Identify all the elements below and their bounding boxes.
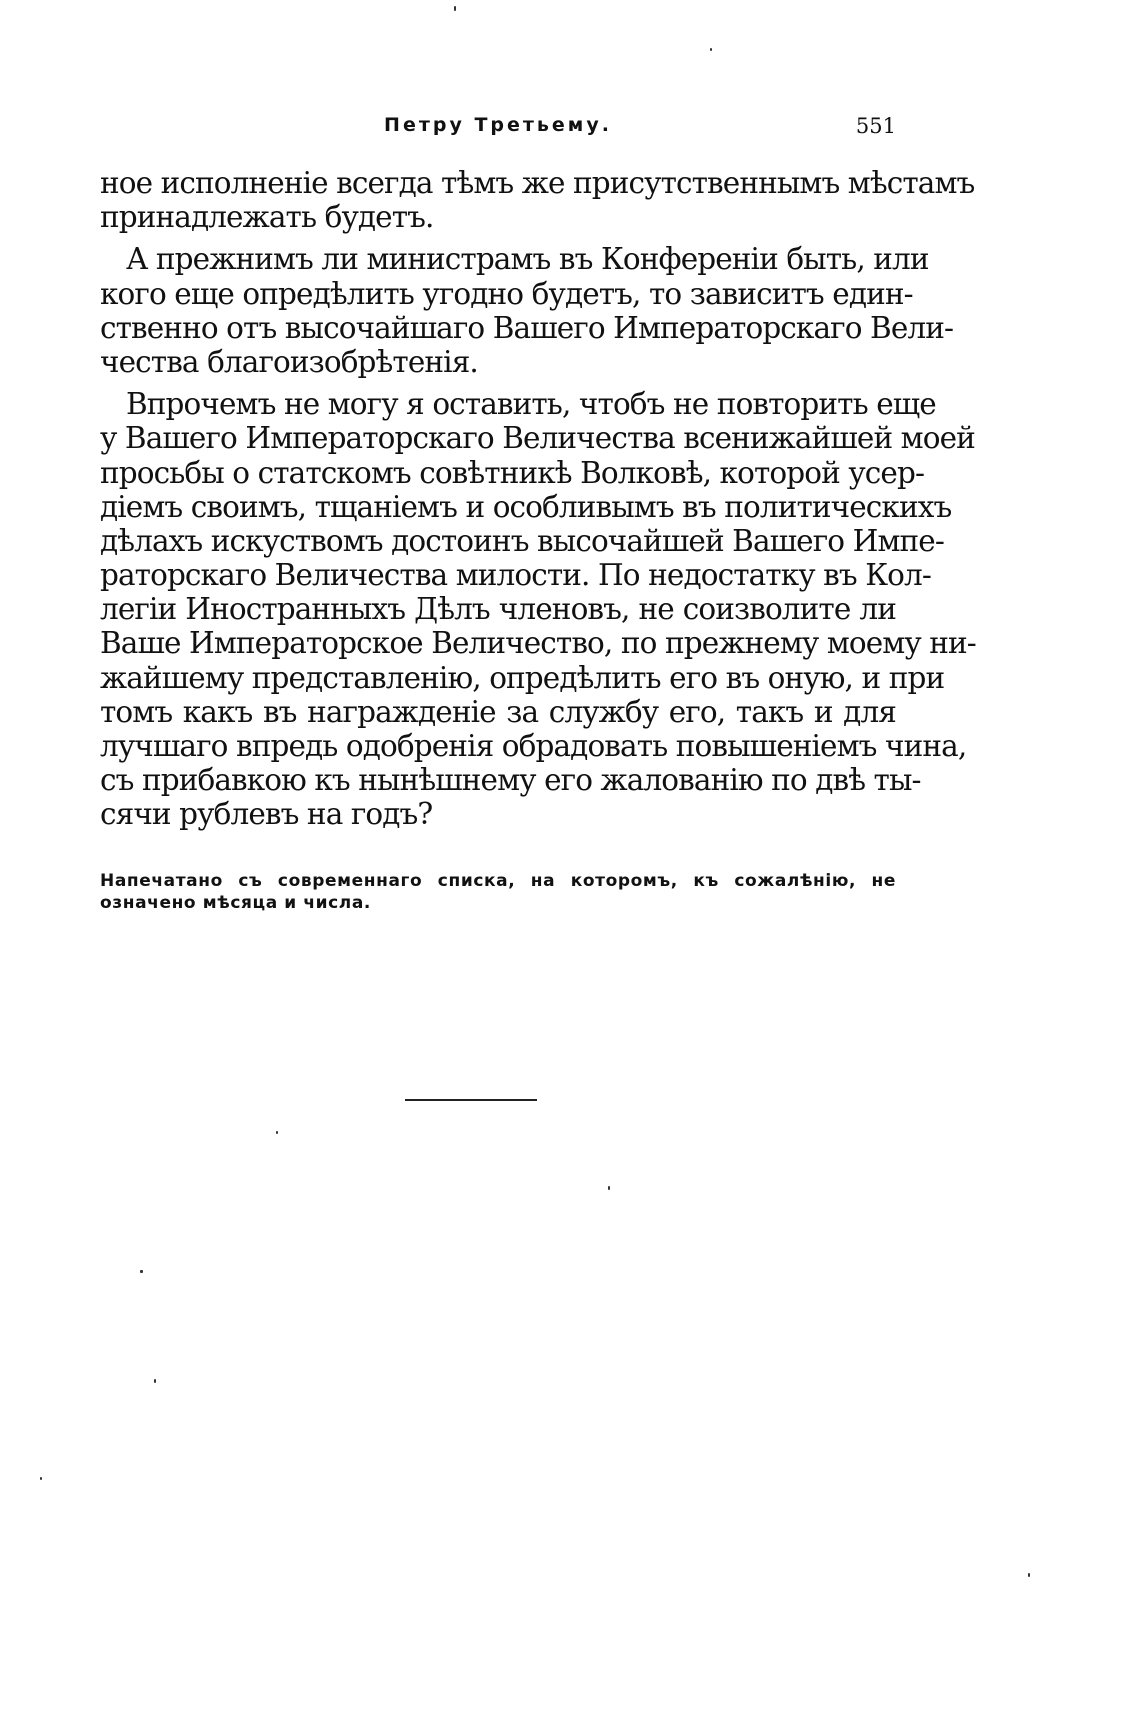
running-title: Петру Третьему. xyxy=(384,114,612,136)
text-line: жайшему представленію, опредѣлить его въ оную, и при xyxy=(100,660,945,695)
footnote-line: Напечатано съ современнаго списка, на которомъ, къ сожалѣнію, не xyxy=(100,871,896,891)
text-line: томъ какъ въ награжденіе за службу его, такъ и для xyxy=(100,694,896,729)
text-line: раторскаго Величества милости. По недостатку въ Кол- xyxy=(100,558,931,593)
text-line: А прежнимъ ли министрамъ въ Конференіи быть, или xyxy=(126,242,929,277)
scan-speck xyxy=(140,1270,143,1273)
scan-speck xyxy=(608,1186,610,1190)
text-line: чества благоизобрѣтенія. xyxy=(100,344,478,379)
text-line: Впрочемъ не могу я оставить, чтобъ не повторить еще xyxy=(126,387,936,422)
running-head xyxy=(100,104,896,144)
text-line: кого еще опредѣлить угодно будетъ, то зависитъ един- xyxy=(100,276,913,311)
text-line: просьбы о статскомъ совѣтникѣ Волковѣ, которой усер- xyxy=(100,455,925,490)
section-divider xyxy=(405,1099,537,1101)
body-text xyxy=(100,166,976,840)
paragraph-2 xyxy=(100,242,954,379)
text-line: дѣлахъ искуствомъ достоинъ высочайшей Вашего Импе- xyxy=(100,523,944,558)
text-line: ное исполненіе всегда тѣмъ же присутственнымъ мѣстамъ xyxy=(100,166,975,200)
page-number: 551 xyxy=(855,114,896,138)
text-line: лучшаго впредь одобренія обрадовать повышеніемъ чина, xyxy=(100,729,967,763)
text-line: принадлежать будетъ. xyxy=(100,200,434,235)
scan-speck xyxy=(154,1379,156,1383)
text-line: Ваше Императорское Величество, по прежнему моему ни- xyxy=(100,626,976,661)
footnote xyxy=(100,870,896,914)
text-line: съ прибавкою къ нынѣшнему его жалованію по двѣ ты- xyxy=(100,763,921,798)
text-line: легіи Иностранныхъ Дѣлъ членовъ, не соизволите ли xyxy=(100,592,896,627)
paragraph-3 xyxy=(100,387,976,832)
footnote-line: означено мѣсяца и числа. xyxy=(100,893,371,913)
text-line: у Вашего Императорскаго Величества всенижайшей моей xyxy=(100,421,975,456)
paragraph-1 xyxy=(100,166,975,235)
scan-speck xyxy=(710,48,712,51)
scan-speck xyxy=(276,1131,278,1134)
text-line: діемъ своимъ, тщаніемъ и особливымъ въ политическихъ xyxy=(100,489,952,524)
scan-speck xyxy=(40,1477,42,1480)
text-line: ственно отъ высочайшаго Вашего Императорскаго Вели- xyxy=(100,310,954,345)
scan-speck xyxy=(454,6,456,11)
text-line: сячи рублевъ на годъ? xyxy=(100,797,433,832)
scan-speck xyxy=(1028,1573,1030,1577)
